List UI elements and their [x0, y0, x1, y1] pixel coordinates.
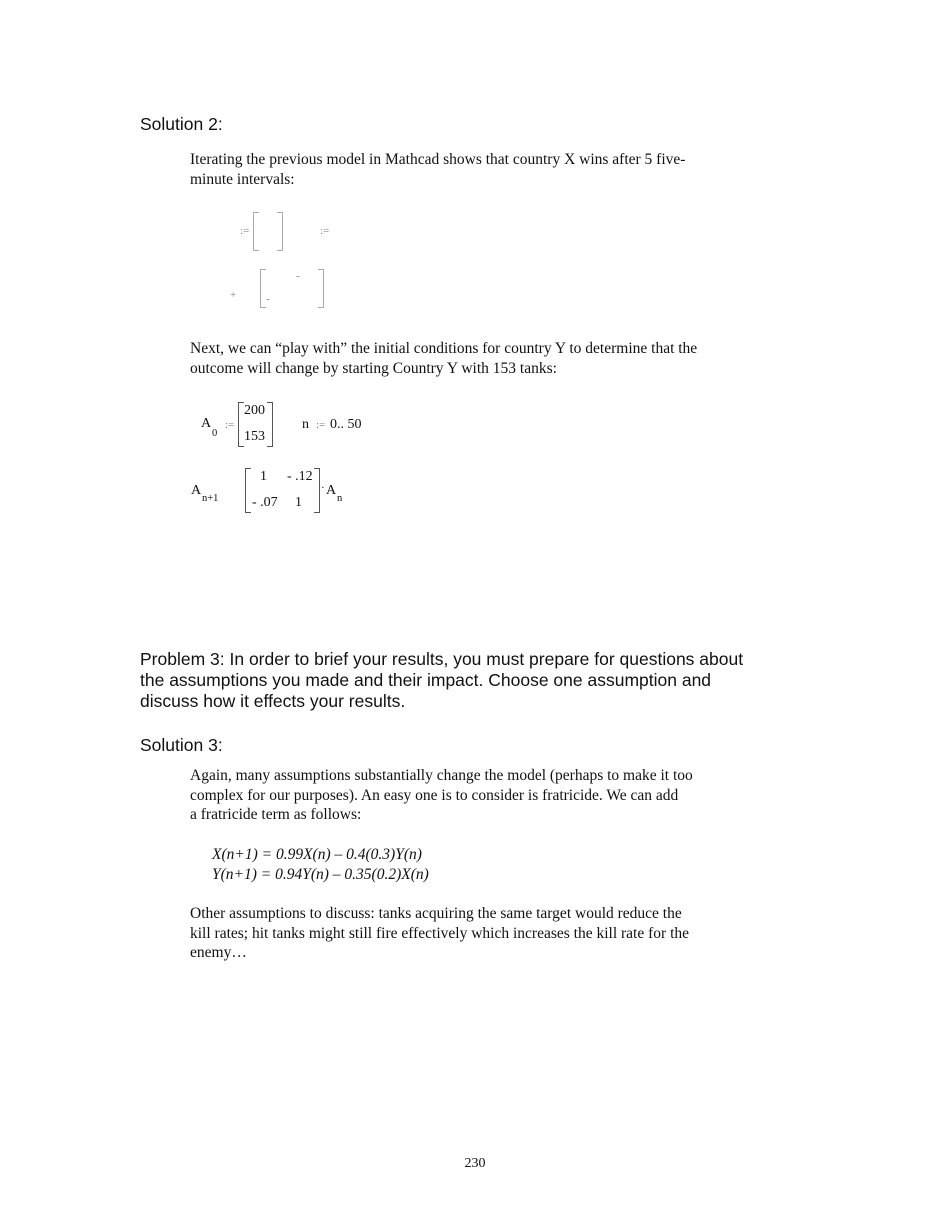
- problem-3-line-1: Problem 3: In order to brief your results, you must prepare for questions about: [140, 649, 744, 669]
- matrix-right-bracket: [314, 468, 320, 513]
- solution-3-paragraph-2: [190, 904, 760, 963]
- next-line-1: Next, we can “play with” the initial conditions for country Y to determine that the: [190, 340, 698, 357]
- faint-assign-1: :=: [240, 225, 250, 237]
- a0-subscript: 0: [212, 428, 218, 439]
- a0-variable: A: [201, 416, 212, 431]
- matrix-left-bracket: [245, 468, 251, 513]
- matrix-m21: - .07: [252, 495, 278, 510]
- matrix-m11: 1: [260, 469, 267, 484]
- s3-p1-line-1: Again, many assumptions substantially change the model (perhaps to make it too: [190, 767, 693, 784]
- s3-p1-line-3: a fratricide term as follows:: [190, 806, 362, 823]
- equation-y: Y(n+1) = 0.94Y(n) – 0.35(0.2)X(n): [212, 865, 429, 883]
- solution-3-paragraph-1: [190, 766, 760, 825]
- equation-x: X(n+1) = 0.99X(n) – 0.4(0.3)Y(n): [212, 846, 422, 863]
- s3-p2-line-2: kill rates; hit tanks might still fire effectively which increases the kill rate for the: [190, 924, 690, 942]
- vector-right-bracket: [267, 402, 273, 447]
- fratricide-equations: [212, 845, 429, 884]
- vector-bottom: 153: [244, 429, 265, 444]
- faint-right-bracket-2: [318, 269, 324, 308]
- s3-p2-line-3: enemy…: [190, 944, 247, 961]
- next-paragraph: [190, 339, 760, 378]
- an1-subscript: n+1: [202, 493, 219, 504]
- faint-minus-1: -: [296, 270, 300, 282]
- an1-variable: A: [191, 483, 202, 498]
- an-variable: A: [326, 483, 337, 498]
- s3-p1-line-2: complex for our purposes). An easy one is to consider is fratricide. We can add: [190, 786, 679, 804]
- n-variable: n: [302, 417, 309, 432]
- solution-2-intro: [190, 150, 760, 189]
- solution-2-heading: Solution 2:: [140, 114, 223, 134]
- n-range: 0.. 50: [330, 417, 362, 432]
- faint-assign-2: :=: [320, 225, 330, 237]
- vector-top: 200: [244, 403, 265, 418]
- problem-3-line-3: discuss how it effects your results.: [140, 691, 406, 711]
- problem-3-line-2: the assumptions you made and their impact. Choose one assumption and: [140, 670, 712, 690]
- faint-left-bracket-1: [253, 212, 259, 251]
- next-line-2: outcome will change by starting Country Y with 153 tanks:: [190, 359, 557, 377]
- faint-plus: +: [230, 289, 237, 301]
- matrix-m22: 1: [295, 495, 302, 510]
- matrix-m12: - .12: [287, 469, 313, 484]
- solution-3-heading: Solution 3:: [140, 735, 223, 755]
- n-assign: :=: [316, 419, 326, 431]
- a0-assign: :=: [225, 419, 235, 431]
- intro-line-2: minute intervals:: [190, 170, 295, 188]
- faint-minus-2: -: [266, 293, 270, 305]
- problem-3: [140, 649, 810, 712]
- intro-line-1: Iterating the previous model in Mathcad shows that country X wins after 5 five-: [190, 151, 686, 168]
- s3-p2-line-1: Other assumptions to discuss: tanks acquiring the same target would reduce the: [190, 905, 682, 922]
- page-number: 230: [464, 1156, 486, 1171]
- faint-right-bracket-1: [277, 212, 283, 251]
- multiply-dot: ·: [321, 482, 325, 494]
- an-subscript: n: [337, 493, 343, 504]
